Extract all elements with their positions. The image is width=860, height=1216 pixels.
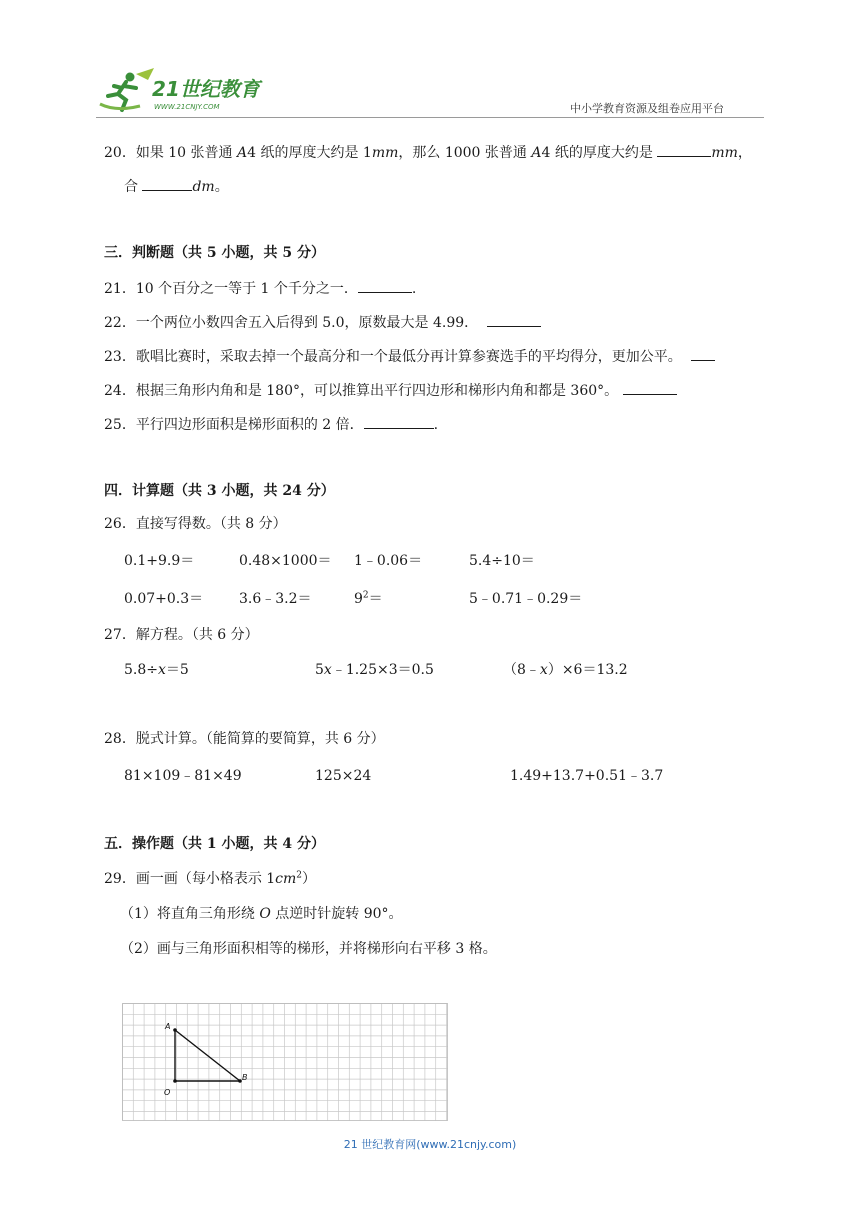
question-21: 21．10 个百分之一等于 1 个千分之一． . [104,278,416,298]
label-a: A [165,1022,171,1031]
expression-1: 81×109﹣81×49 [124,768,242,784]
calc-item: 1﹣0.06＝ [354,553,423,569]
calc-item: 3.6﹣3.2＝ [239,591,312,607]
logo-text: 21世纪教育 [152,77,260,101]
runner-icon [100,68,154,110]
calc-item: 5.4÷10＝ [469,553,535,569]
label-b: B [242,1073,248,1082]
calc-item: 0.48×1000＝ [239,553,332,569]
equation-1: 5.8÷x＝5 [124,662,189,678]
calc-item: 0.1+9.9＝ [124,553,195,569]
answer-blank[interactable] [142,176,192,191]
answer-blank[interactable] [358,278,412,293]
expression-2: 125×24 [315,768,372,784]
grid-figure [122,1003,448,1121]
logo [96,66,266,114]
question-25: 25．平行四边形面积是梯形面积的 2 倍． . [104,414,438,434]
section-title: 四．计算题（共 3 小题，共 24 分） [104,483,335,499]
logo-sub: WWW.21CNJY.COM [154,103,220,111]
question-27: 27．解方程。（共 6 分） [104,627,259,643]
section-title: 三．判断题（共 5 小题，共 5 分） [104,245,325,261]
answer-blank[interactable] [364,414,434,429]
answer-blank[interactable] [657,142,711,157]
point-o [173,1079,177,1083]
answer-blank[interactable] [691,346,715,361]
platform-name: 中小学教育资源及组卷应用平台 [570,102,724,115]
answer-blank[interactable] [623,380,677,395]
header-divider [96,117,764,118]
calc-item: $9^2=$ [354,590,383,607]
calc-item: 5﹣0.71﹣0.29＝ [469,591,583,607]
sub-question-2: （2）画与三角形面积相等的梯形，并将梯形向右平移 3 格。 [120,941,497,957]
question-20: 20．如果 10 张普通 A4 纸的厚度大约是 1mm，那么 1000 张普通 A4 纸的厚度大约是 mm， [104,142,752,162]
question-28: 28．脱式计算。（能简算的要简算，共 6 分） [104,731,385,747]
expression-3: 1.49+13.7+0.51﹣3.7 [510,768,664,784]
question-26: 26．直接写得数。（共 8 分） [104,516,287,532]
section-title: 五．操作题（共 1 小题，共 4 分） [104,836,325,852]
question-24: 24．根据三角形内角和是 180°，可以推算出平行四边形和梯形内角和都是 360°。 [104,380,677,400]
calc-item: 0.07+0.3＝ [124,591,204,607]
equation-2: 5x﹣1.25×3＝0.5 [315,662,434,678]
grid-border [123,1004,448,1121]
point-a [173,1028,177,1032]
answer-blank[interactable] [487,312,541,327]
footer-credit: 21 世纪教育网(www.21cnjy.com) [343,1138,517,1151]
sub-question-1: （1）将直角三角形绕 O 点逆时针旋转 90°。 [120,906,403,922]
question-20-line2: 合 dm。 [124,176,229,196]
question-22: 22．一个两位小数四舍五入后得到 5.0，原数最大是 4.99． [104,312,541,332]
question-23: 23．歌唱比赛时，采取去掉一个最高分和一个最低分再计算参赛选手的平均得分，更加公平。 [104,346,715,366]
equation-3: （8﹣x）×6＝13.2 [503,662,628,678]
question-29: 29．画一画（每小格表示 $1cm^2$） [104,870,317,887]
grid-lines [123,1004,448,1121]
label-o: O [164,1088,171,1097]
